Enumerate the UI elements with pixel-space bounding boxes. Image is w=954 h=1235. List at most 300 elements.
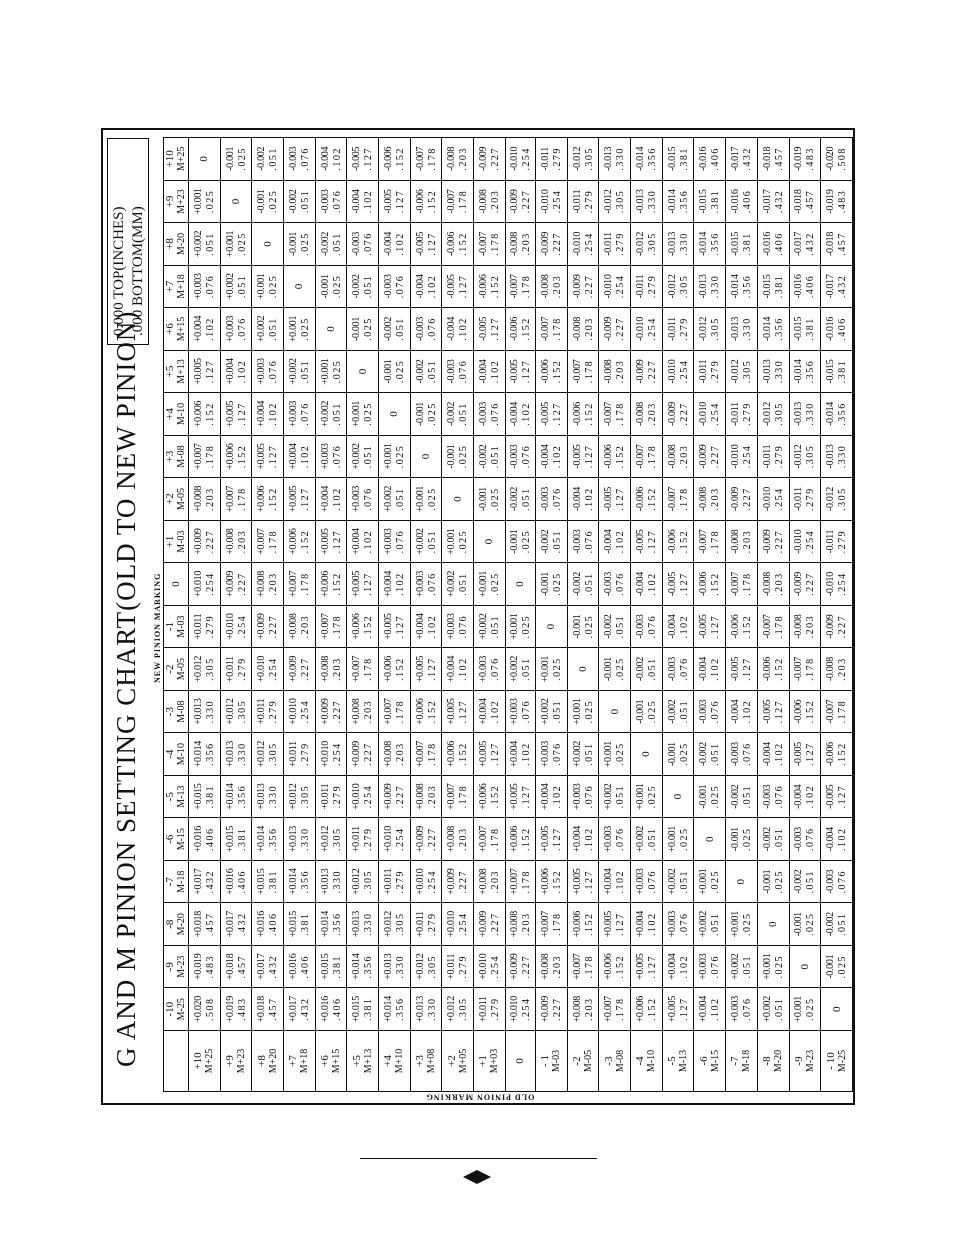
cell-inches: -0.006 — [634, 487, 646, 512]
table-cell — [726, 775, 758, 818]
cell-inches: -0.007 — [508, 274, 520, 299]
cell-mm: .203 — [646, 402, 658, 426]
table-cell — [662, 393, 694, 436]
table-cell — [220, 435, 252, 478]
table-cell — [347, 733, 379, 776]
cell-mm: .483 — [236, 997, 248, 1021]
cell-mm: .152 — [394, 147, 406, 171]
cell-inches: +0.013 — [287, 826, 299, 853]
cell-inches: -0.015 — [825, 359, 837, 384]
cell-inches: +0.007 — [508, 868, 520, 895]
cell-inches: -0.007 — [666, 487, 678, 512]
table-cell — [757, 393, 789, 436]
cell-mm: .051 — [268, 147, 280, 171]
cell-inches: -0.003 — [446, 359, 458, 384]
new-pinion-header — [164, 988, 189, 1031]
table-cell — [252, 903, 284, 946]
cell-inches: +0.002 — [414, 528, 426, 555]
rotated-chart — [103, 130, 857, 1107]
cell-mm: .025 — [678, 742, 690, 766]
cell-inches: +0.003 — [192, 273, 204, 300]
new-pinion-header — [164, 435, 189, 478]
cell-mm: .178 — [551, 317, 563, 341]
cell-mm: .025 — [394, 359, 406, 384]
header-metric: M-05 — [583, 1049, 595, 1073]
cell-mm: .127 — [426, 657, 438, 681]
table-cell — [347, 138, 379, 181]
table-cell — [726, 478, 758, 521]
cell-inches: +0.009 — [382, 783, 394, 810]
header-metric: M-13 — [678, 1049, 690, 1073]
table-cell — [757, 180, 789, 223]
table-cell — [599, 138, 631, 181]
cell-inches: +0.007 — [224, 485, 236, 513]
header-number: +5 — [350, 1055, 363, 1067]
header-metric: M+08 — [426, 1048, 438, 1074]
cell-mm: .025 — [646, 784, 658, 809]
table-cell — [442, 775, 474, 818]
cell-mm: .254 — [741, 444, 753, 469]
table-cell — [536, 733, 568, 776]
cell-mm: .102 — [710, 657, 722, 681]
old-pinion-header — [694, 1031, 726, 1092]
cell-inches: +0.004 — [446, 655, 458, 683]
new-pinion-label: NEW PINION MARKING — [153, 572, 162, 683]
cell-inches: +0.002 — [539, 698, 551, 725]
table-cell — [821, 478, 853, 521]
old-pinion-header — [631, 1031, 663, 1092]
cell-mm: .178 — [710, 529, 722, 554]
cell-mm: .227 — [236, 572, 248, 596]
cell-value: 0 — [198, 156, 211, 162]
table-cell — [631, 860, 663, 903]
cell-inches: +0.001 — [446, 528, 458, 555]
table-cell — [757, 223, 789, 266]
old-pinion-header — [410, 1031, 442, 1092]
cell-inches: -0.009 — [603, 316, 615, 342]
cell-inches: +0.005 — [287, 485, 299, 513]
table-cell — [631, 818, 663, 861]
table-cell — [599, 563, 631, 606]
table-cell — [347, 945, 379, 988]
cell-mm: .227 — [805, 572, 817, 596]
cell-mm: .102 — [331, 487, 343, 511]
cell-inches: -0.014 — [793, 359, 805, 384]
cell-inches: +0.019 — [192, 953, 204, 980]
cell-mm: .432 — [236, 912, 248, 936]
table-row — [662, 138, 694, 1092]
cell-inches: +0.006 — [571, 911, 583, 938]
cell-mm: .076 — [458, 359, 470, 384]
cell-mm: .051 — [520, 657, 532, 681]
cell-mm: .432 — [204, 869, 216, 894]
new-pinion-header — [164, 818, 189, 861]
table-cell — [757, 775, 789, 818]
cell-mm: .051 — [678, 699, 690, 724]
cell-mm: .330 — [615, 147, 627, 171]
cell-inches: -0.009 — [793, 572, 805, 597]
table-cell — [410, 520, 442, 563]
cell-inches: -0.002 — [508, 487, 520, 512]
table-cell — [410, 988, 442, 1031]
cell-mm: .381 — [204, 784, 216, 809]
cell-mm: .227 — [773, 529, 785, 554]
cell-inches: -0.013 — [761, 359, 773, 384]
cell-value: 0 — [608, 708, 621, 715]
table-cell — [821, 818, 853, 861]
table-cell — [347, 478, 379, 521]
cell-inches: -0.004 — [571, 487, 583, 512]
table-cell — [252, 520, 284, 563]
table-cell — [347, 605, 379, 648]
cell-mm: .483 — [204, 954, 216, 979]
new-pinion-header — [164, 690, 189, 733]
header-metric: M+25 — [176, 146, 187, 172]
table-row — [189, 138, 221, 1092]
cell-inches: -0.007 — [571, 359, 583, 384]
cell-inches: +0.001 — [224, 230, 236, 258]
cell-value: 0 — [545, 623, 558, 630]
cell-mm: .076 — [236, 317, 248, 341]
table-cell — [189, 265, 221, 308]
cell-mm: .279 — [646, 274, 658, 299]
cell-mm: .152 — [805, 699, 817, 724]
table-cell — [662, 903, 694, 946]
table-cell — [284, 648, 316, 691]
old-pinion-label-wrap — [103, 1093, 857, 1107]
header-metric: M-05 — [176, 487, 187, 511]
cell-inches: -0.019 — [825, 189, 837, 214]
cell-inches: +0.003 — [319, 443, 331, 470]
table-cell — [662, 945, 694, 988]
cell-inches: +0.007 — [603, 996, 615, 1023]
cell-inches: -0.018 — [761, 146, 773, 171]
table-cell — [662, 648, 694, 691]
table-cell — [662, 265, 694, 308]
table-cell — [442, 520, 474, 563]
cell-mm: .279 — [426, 912, 438, 936]
cell-inches: +0.006 — [287, 528, 299, 555]
cell-mm: .152 — [426, 699, 438, 724]
cell-inches: +0.007 — [287, 570, 299, 598]
table-cell — [347, 223, 379, 266]
cell-inches: +0.010 — [256, 655, 268, 683]
table-cell — [726, 648, 758, 691]
table-cell — [410, 903, 442, 946]
cell-inches: -0.003 — [793, 827, 805, 852]
table-cell — [410, 648, 442, 691]
cell-mm: .406 — [805, 274, 817, 299]
cell-mm: .305 — [773, 402, 785, 426]
cell-mm: .305 — [426, 954, 438, 979]
cell-mm: .025 — [268, 189, 280, 214]
cell-mm: .152 — [520, 317, 532, 341]
table-cell — [505, 988, 535, 1031]
cell-mm: .127 — [520, 359, 532, 384]
old-pinion-header — [379, 1031, 411, 1092]
table-cell — [789, 478, 821, 521]
table-cell — [694, 180, 726, 223]
new-pinion-header — [164, 265, 189, 308]
cell-inches: +0.017 — [256, 953, 268, 980]
cell-inches: +0.020 — [192, 996, 204, 1023]
cell-inches: +0.010 — [382, 826, 394, 853]
cell-mm: .356 — [363, 954, 375, 979]
table-cell — [410, 605, 442, 648]
table-cell — [347, 393, 379, 436]
cell-inches: -0.004 — [539, 444, 551, 469]
cell-mm: .102 — [773, 742, 785, 766]
cell-inches: +0.005 — [319, 528, 331, 555]
table-cell — [379, 605, 411, 648]
cell-mm: .305 — [363, 869, 375, 894]
header-metric: M-08 — [176, 700, 187, 723]
table-row — [379, 138, 411, 1092]
cell-inches: +0.004 — [666, 953, 678, 980]
cell-mm: .305 — [615, 189, 627, 214]
table-cell — [567, 945, 599, 988]
table-cell — [252, 690, 284, 733]
cell-inches: +0.012 — [224, 698, 236, 725]
table-cell — [789, 308, 821, 351]
header-metric: M+15 — [331, 1048, 343, 1074]
table-cell — [726, 988, 758, 1031]
cell-inches: -0.010 — [666, 359, 678, 384]
cell-mm: .227 — [837, 614, 849, 639]
table-cell — [536, 945, 568, 988]
cell-mm: .152 — [331, 572, 343, 596]
table-cell — [284, 945, 316, 988]
cell-mm: .152 — [837, 742, 849, 766]
table-cell — [536, 775, 568, 818]
cell-inches: -0.015 — [666, 146, 678, 171]
cell-mm: .178 — [741, 572, 753, 596]
table-cell — [252, 733, 284, 776]
header-number: -9 — [792, 1056, 805, 1066]
cell-inches: +0.003 — [287, 400, 299, 428]
table-cell — [410, 223, 442, 266]
cell-mm: .152 — [615, 444, 627, 469]
cell-mm: .102 — [710, 997, 722, 1021]
cell-inches: +0.007 — [571, 953, 583, 980]
table-cell — [567, 563, 599, 606]
table-cell — [536, 138, 568, 181]
cell-inches: -0.011 — [603, 232, 615, 256]
header-metric: M-05 — [176, 658, 187, 681]
cell-inches: +0.003 — [224, 315, 236, 343]
table-cell — [662, 180, 694, 223]
table-cell — [220, 478, 252, 521]
table-cell — [347, 903, 379, 946]
cell-inches: -0.009 — [477, 146, 489, 171]
table-cell — [379, 945, 411, 988]
cell-mm: .127 — [741, 657, 753, 681]
cell-inches: +0.008 — [571, 996, 583, 1023]
cell-mm: .406 — [710, 147, 722, 171]
table-cell — [284, 775, 316, 818]
cell-inches: -0.020 — [825, 146, 837, 171]
table-cell — [474, 478, 506, 521]
cell-inches: +0.013 — [382, 953, 394, 980]
cell-mm: .203 — [236, 529, 248, 554]
table-cell — [220, 605, 252, 648]
cell-mm: .254 — [363, 784, 375, 809]
cell-mm: .227 — [489, 912, 501, 936]
cell-inches: -0.012 — [761, 402, 773, 427]
cell-inches: -0.006 — [729, 614, 741, 639]
cell-mm: .076 — [615, 572, 627, 596]
cell-inches: +0.005 — [508, 783, 520, 810]
cell-inches: +0.006 — [382, 655, 394, 683]
table-cell — [662, 308, 694, 351]
cell-mm: .051 — [551, 529, 563, 554]
table-cell — [315, 945, 347, 988]
cell-mm: .457 — [236, 954, 248, 979]
cell-mm: .025 — [426, 402, 438, 426]
cell-mm: .178 — [299, 572, 311, 596]
cell-mm: .025 — [551, 657, 563, 681]
cell-mm: .254 — [710, 402, 722, 426]
cell-inches: +0.011 — [319, 783, 331, 810]
table-cell — [442, 138, 474, 181]
header-number: +4 — [164, 408, 176, 420]
cell-inches: +0.004 — [351, 528, 363, 555]
cell-mm: .025 — [646, 699, 658, 724]
table-row — [536, 138, 568, 1092]
cell-mm: .025 — [615, 657, 627, 681]
cell-inches: -0.007 — [539, 316, 551, 342]
cell-inches: -0.019 — [793, 146, 805, 171]
table-cell — [220, 393, 252, 436]
cell-inches: -0.005 — [666, 572, 678, 597]
header-number: -6 — [164, 834, 176, 844]
cell-mm: .483 — [805, 147, 817, 171]
cell-inches: +0.006 — [351, 613, 363, 640]
cell-mm: .102 — [678, 614, 690, 639]
table-cell — [567, 605, 599, 648]
table-cell — [442, 860, 474, 903]
cell-mm: .102 — [741, 699, 753, 724]
table-row — [505, 138, 535, 1092]
cell-inches: +0.014 — [382, 996, 394, 1023]
cell-mm: .254 — [394, 827, 406, 851]
table-cell — [284, 478, 316, 521]
cell-inches: +0.003 — [256, 358, 268, 385]
cell-inches: +0.015 — [224, 826, 236, 853]
cell-mm: .330 — [773, 359, 785, 384]
table-cell — [410, 350, 442, 393]
table-cell — [694, 860, 726, 903]
cell-mm: .305 — [458, 997, 470, 1021]
header-metric: M+15 — [176, 316, 187, 342]
table-cell — [694, 690, 726, 733]
cell-inches: +0.012 — [256, 740, 268, 768]
table-cell — [379, 520, 411, 563]
cell-mm: .025 — [299, 317, 311, 341]
table-cell — [505, 733, 535, 776]
table-cell — [284, 138, 316, 181]
cell-inches: +0.005 — [382, 613, 394, 640]
table-cell — [410, 435, 442, 478]
cell-inches: +0.002 — [382, 485, 394, 513]
cell-mm: .279 — [583, 189, 595, 214]
table-cell — [347, 775, 379, 818]
table-cell — [284, 308, 316, 351]
cell-inches: +0.004 — [698, 996, 710, 1023]
table-cell — [694, 605, 726, 648]
cell-mm: .279 — [363, 827, 375, 851]
table-cell — [315, 648, 347, 691]
cell-inches: -0.006 — [446, 231, 458, 256]
cell-inches: -0.010 — [508, 146, 520, 171]
table-cell — [536, 265, 568, 308]
table-cell — [442, 308, 474, 351]
table-cell — [694, 563, 726, 606]
table-cell — [505, 520, 535, 563]
cell-inches: +0.010 — [446, 911, 458, 938]
cell-mm: .227 — [710, 444, 722, 469]
cell-inches: +0.002 — [634, 826, 646, 853]
cell-inches: -0.010 — [603, 274, 615, 299]
new-pinion-header — [164, 478, 189, 521]
cell-value: 0 — [325, 326, 338, 332]
cell-inches: +0.014 — [287, 868, 299, 895]
table-cell — [379, 988, 411, 1031]
cell-mm: .076 — [583, 784, 595, 809]
cell-inches: -0.017 — [729, 146, 741, 171]
cell-mm: .127 — [805, 742, 817, 766]
cell-mm: .254 — [426, 869, 438, 894]
table-cell — [567, 180, 599, 223]
cell-value: 0 — [672, 793, 685, 800]
table-cell — [567, 435, 599, 478]
cell-mm: .076 — [805, 827, 817, 851]
cell-inches: -0.010 — [793, 529, 805, 554]
cell-mm: .127 — [678, 997, 690, 1021]
header-number: -4 — [164, 749, 176, 759]
cell-mm: .356 — [204, 742, 216, 766]
cell-inches: -0.005 — [446, 274, 458, 299]
table-cell — [726, 818, 758, 861]
cell-inches: +0.001 — [698, 868, 710, 895]
cell-inches: +0.009 — [192, 528, 204, 555]
cell-inches: -0.001 — [571, 614, 583, 639]
cell-mm: .051 — [615, 784, 627, 809]
cell-inches: +0.006 — [446, 740, 458, 768]
cell-inches: +0.010 — [414, 868, 426, 895]
cell-mm: .279 — [741, 402, 753, 426]
table-cell — [726, 903, 758, 946]
cell-mm: .178 — [204, 444, 216, 469]
table-cell — [379, 818, 411, 861]
table-cell — [567, 903, 599, 946]
table-cell — [536, 180, 568, 223]
header-number: +9 — [164, 195, 176, 208]
table-cell — [631, 180, 663, 223]
table-cell — [379, 733, 411, 776]
cell-inches: +0.016 — [224, 868, 236, 895]
cell-mm: .152 — [710, 572, 722, 596]
cell-mm: .051 — [394, 487, 406, 511]
cell-mm: .076 — [646, 869, 658, 894]
header-metric: M-23 — [804, 1049, 816, 1073]
cell-inches: -0.010 — [634, 316, 646, 342]
table-cell — [379, 138, 411, 181]
new-pinion-header — [164, 605, 189, 648]
table-cell — [347, 180, 379, 223]
table-cell — [474, 605, 506, 648]
table-cell — [789, 690, 821, 733]
